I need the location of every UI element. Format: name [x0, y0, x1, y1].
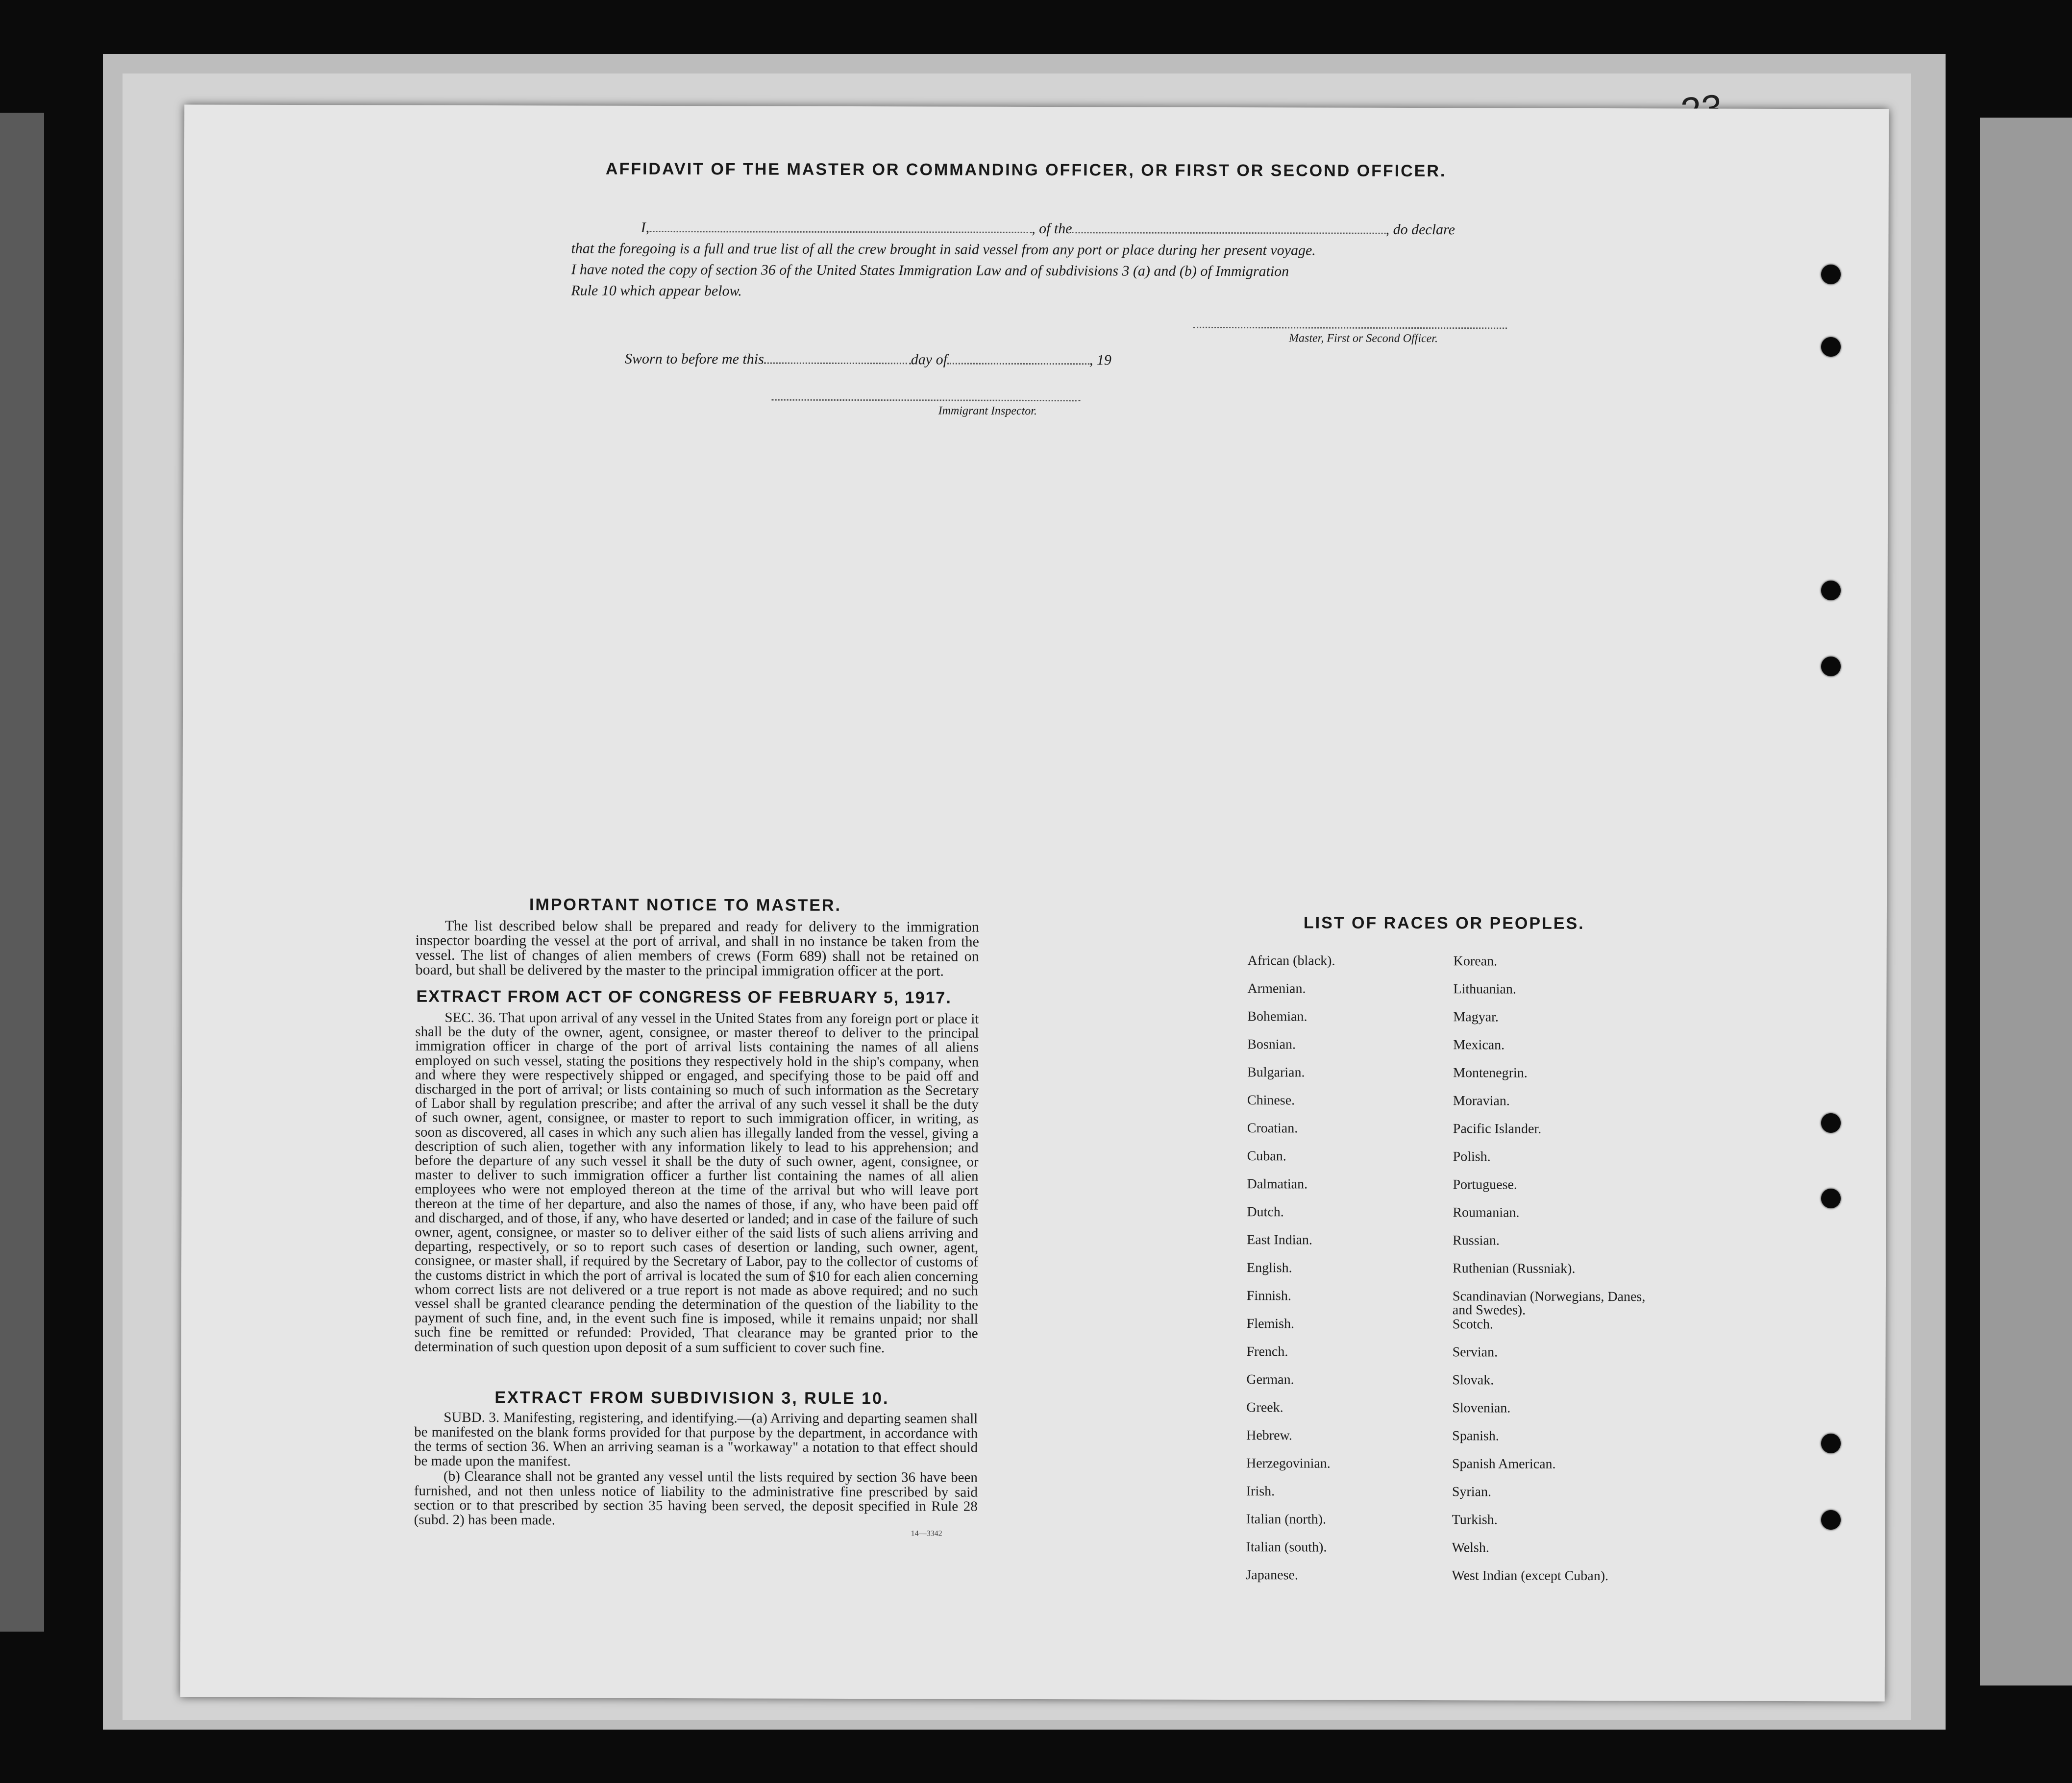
sworn-month-blank	[947, 363, 1089, 365]
binder-hole	[1821, 1510, 1841, 1530]
binder-hole	[1821, 1189, 1841, 1208]
races-row	[1246, 1367, 1687, 1396]
races-row	[1247, 976, 1688, 1005]
races-row	[1247, 1060, 1688, 1089]
races-list	[1246, 948, 1688, 1591]
races-row	[1246, 1451, 1687, 1480]
races-title: LIST OF RACES OR PEOPLES.	[1303, 913, 1585, 933]
extract-rule-text-b: (b) Clearance shall not be granted any vessel until the lists required by section 36 have been furnished, and not then unless notice of liability to the administrative fine prescribed by said section or to that prescribed by section 35 having been served, the deposit specified in Rule 28 (subd. 2) has been made.	[414, 1468, 978, 1528]
notice-title: IMPORTANT NOTICE TO MASTER.	[529, 895, 841, 915]
signature-label: Master, First or Second Officer.	[1288, 332, 1438, 345]
extract-rule-text-a: SUBD. 3. Manifesting, registering, and identifying.—(a) Arriving and departing seamen shall be manifested on the blank forms provided for that purpose by the department, in accordance with the terms of section 36. When an arriving seaman is a "workaway" a notation to that effect should be made upon the manifest.	[414, 1409, 978, 1469]
races-row	[1247, 1032, 1688, 1061]
race-left: Irish.	[1246, 1484, 1275, 1499]
binder-hole	[1821, 265, 1841, 284]
races-row	[1248, 948, 1689, 977]
races-row	[1247, 1116, 1688, 1145]
inspector-line	[772, 399, 1081, 402]
race-left: Herzegovinian.	[1246, 1456, 1331, 1471]
race-left: Greek.	[1246, 1400, 1283, 1416]
race-left: Chinese.	[1247, 1093, 1295, 1108]
race-left: African (black).	[1247, 953, 1335, 969]
background-sheet	[0, 113, 44, 1632]
races-row	[1246, 1563, 1687, 1591]
race-right: Magyar.	[1453, 1009, 1499, 1025]
sworn-day-of: day of	[911, 351, 947, 368]
race-right: Portuguese.	[1453, 1177, 1517, 1193]
sworn-day-blank	[764, 363, 911, 365]
races-row	[1246, 1395, 1687, 1424]
race-left: Dalmatian.	[1247, 1176, 1308, 1192]
sworn-line	[625, 351, 1111, 369]
races-row	[1247, 1004, 1688, 1033]
race-right: Syrian.	[1452, 1484, 1492, 1500]
affidavit-declare: , do declare	[1385, 221, 1455, 238]
race-right: Pacific Islander.	[1453, 1121, 1542, 1137]
background-sheet	[1980, 118, 2072, 1685]
affidavit-line-2: that the foregoing is a full and true list of all the crew brought in said vessel from any port or place during her present voyage.	[571, 240, 1316, 259]
races-row	[1247, 1227, 1688, 1256]
races-row	[1246, 1535, 1687, 1563]
binder-hole	[1821, 581, 1841, 600]
sworn-prefix: Sworn to before me this	[624, 350, 764, 367]
race-left: Armenian.	[1247, 981, 1306, 997]
race-left: East Indian.	[1247, 1232, 1312, 1248]
races-row	[1247, 1255, 1688, 1284]
affidavit-line-3: I have noted the copy of section 36 of the United States Immigration Law and of subdivisions 3 (a) and (b) of Immigration	[571, 261, 1289, 280]
races-row	[1247, 1144, 1688, 1172]
races-row	[1247, 1172, 1688, 1200]
inspector-label: Immigrant Inspector.	[938, 404, 1037, 418]
race-right: Russian.	[1453, 1233, 1500, 1248]
extract-act-text: SEC. 36. That upon arrival of any vessel in the United States from any foreign port or place it shall be the duty of the owner, agent, consignee, or master thereof to deliver to the principal immigration officer in charge of the port of arrival lists containing the names of all aliens employed on such vessel, stating the positions they respectively hold in the ship's company, when and where they were respectively shipped or engaged, and specifying those to be paid off and discharged in the port of arrival; or lists containing so much of such information as the Secretary of Labor shall by regulation prescribe; and after the arrival of any such vessel it shall be the duty of such owner, agent, consignee, or master to report to such immigration officer, in writing, as soon as discovered, all cases in which any such alien has illegally landed from the vessel, giving a description of such alien, together with any information likely to lead to his apprehension; and before the departure of any such vessel it shall be the duty of such owner, agent, consignee, or master to deliver to such immigration officer a further list containing the names of all alien employees who were not employed thereon at the time of the arrival but who will leave port thereon at the time of her departure, and also the names of those, if any, who have been paid off and discharged, and of those, if any, who have deserted or landed; and in case of the failure of such owner, agent, consignee, or master so to deliver either of the said lists of such aliens arriving and departing, respectively, or so to report such cases of desertion or landing, such owner, agent, consignee, or master shall, if required by the Secretary of Labor, pay to the collector of customs of the customs district in which the port of arrival is located the sum of $10 for each alien concerning whom correct lists are not delivered or a true report is not made as above required; and no such vessel shall be granted clearance pending the determination of the question of the liability to the payment of such fine, and, in the event such fine is imposed, while it remains unpaid; nor shall such fine be remitted or refunded: Provided, That clearance may be granted prior to the determination of such question upon deposit of a sum sufficient to cover such fine.	[414, 1009, 979, 1356]
races-row	[1246, 1507, 1687, 1536]
race-left: Cuban.	[1247, 1148, 1286, 1164]
name-blank	[649, 231, 1032, 233]
bleed-through-text	[459, 169, 469, 198]
race-left: Hebrew.	[1246, 1428, 1293, 1443]
vessel-blank	[1072, 232, 1386, 234]
race-right: Turkish.	[1452, 1512, 1498, 1528]
race-left: Italian (north).	[1246, 1512, 1327, 1527]
race-right: Ruthenian (Russniak).	[1453, 1261, 1576, 1276]
race-left: English.	[1247, 1260, 1292, 1276]
race-left: Italian (south).	[1246, 1539, 1327, 1555]
races-row	[1247, 1199, 1688, 1228]
race-left: Flemish.	[1246, 1316, 1295, 1332]
affidavit-of-the: , of the	[1032, 220, 1072, 237]
race-right: Slovenian.	[1452, 1400, 1511, 1416]
race-left: Croatian.	[1247, 1121, 1298, 1136]
race-left: Finnish.	[1246, 1288, 1291, 1304]
races-row	[1247, 1339, 1688, 1368]
manifest-page	[180, 104, 1889, 1701]
races-row	[1246, 1479, 1687, 1508]
race-right: Korean.	[1453, 953, 1498, 969]
race-right: Spanish American.	[1452, 1456, 1556, 1472]
notice-text: The list described below shall be prepared and ready for delivery to the immigration inspector boarding the vessel at the port of arrival, and shall in no instance be taken from the vessel. The list of changes of alien members of crews (Form 689) shall not be retained on board, but shall be delivered by the master to the principal immigration officer at the port.	[415, 917, 979, 979]
race-right: Servian.	[1452, 1344, 1498, 1360]
race-left: German.	[1246, 1372, 1294, 1388]
extract-rule-title: EXTRACT FROM SUBDIVISION 3, RULE 10.	[494, 1388, 889, 1408]
binder-hole	[1821, 657, 1841, 676]
affidavit-line-4: Rule 10 which appear below.	[571, 282, 742, 299]
binder-hole	[1821, 1434, 1841, 1453]
races-row	[1246, 1423, 1687, 1452]
affidavit-i: I,	[641, 219, 650, 236]
affidavit-title: AFFIDAVIT OF THE MASTER OR COMMANDING OFFICER, OR FIRST OR SECOND OFFICER.	[605, 159, 1447, 181]
race-left: Bulgarian.	[1247, 1065, 1305, 1080]
signature-line	[1193, 327, 1507, 329]
extract-act-title: EXTRACT FROM ACT OF CONGRESS OF FEBRUARY 5, 1917.	[416, 987, 952, 1007]
race-right: Slovak.	[1452, 1372, 1494, 1388]
race-right: Moravian.	[1453, 1093, 1510, 1109]
race-right: Montenegrin.	[1453, 1065, 1528, 1081]
race-right: Lithuanian.	[1453, 981, 1516, 997]
binder-hole	[1821, 1113, 1841, 1133]
sworn-year: , 19	[1089, 352, 1111, 368]
race-right: Spanish.	[1452, 1428, 1499, 1444]
form-code: 14—3342	[911, 1529, 942, 1538]
race-left: Bosnian.	[1247, 1037, 1296, 1052]
race-right: Roumanian.	[1453, 1205, 1520, 1221]
race-right: Scandinavian (Norwegians, Danes, and Swedes).	[1452, 1289, 1646, 1318]
races-row	[1246, 1283, 1688, 1318]
races-row	[1247, 1088, 1688, 1117]
binder-hole	[1821, 337, 1841, 357]
race-right: Polish.	[1453, 1149, 1491, 1165]
races-row	[1247, 1311, 1688, 1340]
race-right: Mexican.	[1453, 1037, 1505, 1053]
race-left: Bohemian.	[1247, 1009, 1307, 1025]
race-left: Dutch.	[1247, 1204, 1284, 1220]
race-right: Welsh.	[1452, 1540, 1489, 1556]
race-right: West Indian (except Cuban).	[1452, 1568, 1609, 1584]
affidavit-line-1	[641, 220, 1455, 238]
race-right: Scotch.	[1452, 1317, 1494, 1332]
race-left: French.	[1246, 1344, 1288, 1360]
race-left: Japanese.	[1246, 1567, 1298, 1583]
